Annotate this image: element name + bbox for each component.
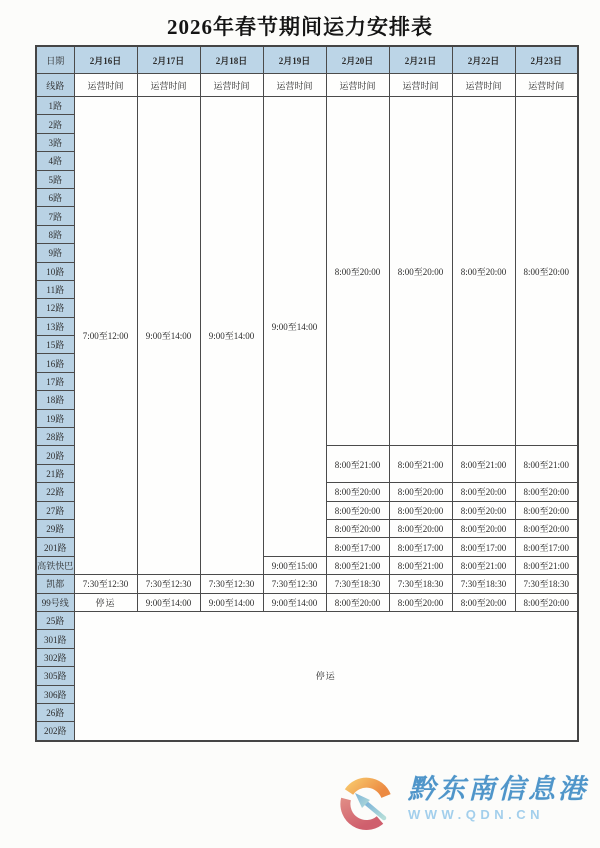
time-cell: 8:00至17:00: [515, 538, 578, 556]
qdn-logo: [336, 772, 588, 836]
route-label: 301路: [36, 630, 74, 648]
page-title: 2026年春节期间运力安排表: [167, 15, 433, 39]
time-cell: 8:00至21:00: [326, 556, 389, 574]
header-row-dates: [36, 46, 578, 74]
route-label: 5路: [36, 170, 74, 188]
suspended-cell: 停运: [74, 593, 137, 611]
time-cell: 8:00至20:00: [389, 593, 452, 611]
route-label: 7路: [36, 207, 74, 225]
route-label: 10路: [36, 262, 74, 280]
time-cell: 8:00至20:00: [389, 519, 452, 537]
schedule-table: [35, 45, 579, 742]
time-header: 运营时间: [326, 74, 389, 97]
time-cell-merged: 8:00至20:00: [326, 97, 389, 446]
time-cell: 8:00至20:00: [452, 501, 515, 519]
time-header: 运营时间: [452, 74, 515, 97]
date-header: 2月19日: [263, 46, 326, 74]
route-label: 26路: [36, 703, 74, 721]
date-header: 2月23日: [515, 46, 578, 74]
corner-route-label: 线路: [36, 74, 74, 97]
route-label: 2路: [36, 115, 74, 133]
route-label: 13路: [36, 317, 74, 335]
route-label: 22路: [36, 483, 74, 501]
route-label: 19路: [36, 409, 74, 427]
table-row: [36, 97, 578, 115]
time-cell: 8:00至20:00: [452, 593, 515, 611]
route-label: 29路: [36, 519, 74, 537]
route-label: 28路: [36, 428, 74, 446]
route-label: 1路: [36, 97, 74, 115]
time-cell: 9:00至14:00: [137, 593, 200, 611]
time-cell: 8:00至17:00: [389, 538, 452, 556]
route-label: 凯都: [36, 575, 74, 593]
time-cell: 8:00至17:00: [452, 538, 515, 556]
route-label: 3路: [36, 133, 74, 151]
time-header: 运营时间: [515, 74, 578, 97]
time-header: 运营时间: [200, 74, 263, 97]
time-cell-merged: 8:00至21:00: [326, 446, 389, 483]
time-cell-merged: 8:00至21:00: [515, 446, 578, 483]
route-label: 302路: [36, 648, 74, 666]
time-cell: 8:00至21:00: [389, 556, 452, 574]
time-cell: 8:00至20:00: [389, 483, 452, 501]
table-row: [36, 593, 578, 611]
header-row-times: [36, 74, 578, 97]
time-header: 运营时间: [74, 74, 137, 97]
route-label: 202路: [36, 722, 74, 741]
time-cell: 8:00至20:00: [452, 483, 515, 501]
route-label: 12路: [36, 299, 74, 317]
time-header: 运营时间: [137, 74, 200, 97]
time-header: 运营时间: [263, 74, 326, 97]
time-cell: 8:00至20:00: [515, 501, 578, 519]
time-cell: 8:00至20:00: [389, 501, 452, 519]
route-label: 11路: [36, 280, 74, 298]
time-cell-merged: 8:00至20:00: [515, 97, 578, 446]
route-label: 16路: [36, 354, 74, 372]
time-cell: 9:00至14:00: [263, 593, 326, 611]
qdn-swirl-icon: [336, 772, 400, 836]
route-label: 27路: [36, 501, 74, 519]
route-label: 15路: [36, 336, 74, 354]
time-cell: 8:00至20:00: [515, 519, 578, 537]
route-label: 305路: [36, 667, 74, 685]
time-cell: 8:00至20:00: [326, 501, 389, 519]
route-label: 21路: [36, 464, 74, 482]
logo-site-name: 黔东南信息港: [408, 774, 588, 804]
time-cell: 9:00至15:00: [263, 556, 326, 574]
table-row: [36, 611, 578, 629]
time-cell: 7:30至18:30: [326, 575, 389, 593]
suspended-cell-merged: 停运: [74, 611, 578, 740]
time-cell: 8:00至20:00: [515, 593, 578, 611]
time-cell: 7:30至12:30: [263, 575, 326, 593]
date-header: 2月16日: [74, 46, 137, 74]
route-label: 306路: [36, 685, 74, 703]
time-cell: 7:30至12:30: [74, 575, 137, 593]
time-cell-merged: 8:00至21:00: [389, 446, 452, 483]
date-header: 2月21日: [389, 46, 452, 74]
time-cell: 7:30至18:30: [389, 575, 452, 593]
time-cell-merged: 9:00至14:00: [200, 97, 263, 575]
corner-date-label: 日期: [36, 46, 74, 74]
time-cell-merged: 8:00至20:00: [452, 97, 515, 446]
date-header: 2月17日: [137, 46, 200, 74]
time-cell: 8:00至20:00: [326, 593, 389, 611]
time-cell-merged: 8:00至20:00: [389, 97, 452, 446]
route-label: 201路: [36, 538, 74, 556]
date-header: 2月18日: [200, 46, 263, 74]
route-label: 4路: [36, 152, 74, 170]
route-label: 25路: [36, 611, 74, 629]
qdn-logo-text: [408, 772, 588, 822]
logo-site-url: WWW.QDN.CN: [408, 807, 544, 822]
time-cell: 8:00至20:00: [452, 519, 515, 537]
time-cell-merged: 7:00至12:00: [74, 97, 137, 575]
time-cell: 8:00至20:00: [326, 483, 389, 501]
date-header: 2月20日: [326, 46, 389, 74]
time-cell: 8:00至20:00: [515, 483, 578, 501]
route-label: 高铁快巴: [36, 556, 74, 574]
route-label: 18路: [36, 391, 74, 409]
route-label: 8路: [36, 225, 74, 243]
time-cell: 9:00至14:00: [200, 593, 263, 611]
time-header: 运营时间: [389, 74, 452, 97]
time-cell: 7:30至12:30: [200, 575, 263, 593]
time-cell: 8:00至21:00: [452, 556, 515, 574]
time-cell-merged: 8:00至21:00: [452, 446, 515, 483]
time-cell: 8:00至20:00: [326, 519, 389, 537]
route-label: 6路: [36, 188, 74, 206]
route-label: 17路: [36, 372, 74, 390]
time-cell: 7:30至18:30: [515, 575, 578, 593]
route-label: 9路: [36, 244, 74, 262]
time-cell-merged: 9:00至14:00: [263, 97, 326, 557]
table-row: [36, 575, 578, 593]
time-cell: 7:30至18:30: [452, 575, 515, 593]
time-cell: 7:30至12:30: [137, 575, 200, 593]
date-header: 2月22日: [452, 46, 515, 74]
time-cell-merged: 9:00至14:00: [137, 97, 200, 575]
route-label: 99号线: [36, 593, 74, 611]
route-label: 20路: [36, 446, 74, 464]
time-cell: 8:00至17:00: [326, 538, 389, 556]
time-cell: 8:00至21:00: [515, 556, 578, 574]
